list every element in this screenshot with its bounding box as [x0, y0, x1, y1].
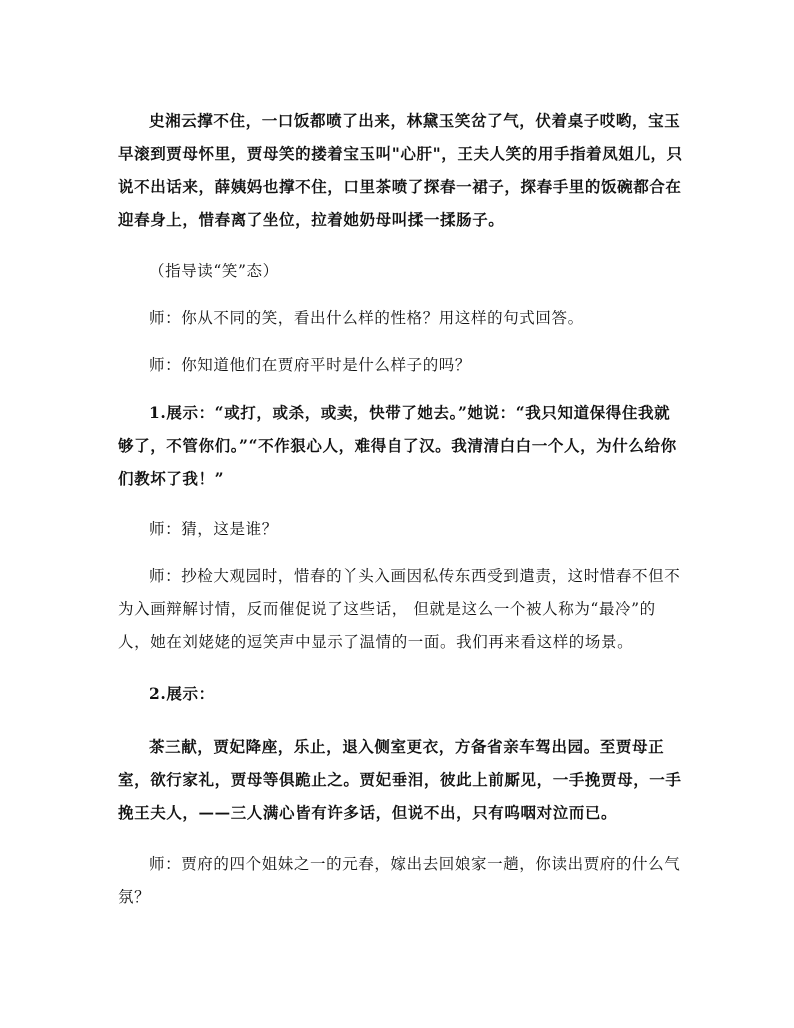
paragraph-teacher-explanation: 师：抄检大观园时，惜春的丫头入画因私传东西受到遣责，这时惜春不但不为入画辩解讨情，反而催促说了这些话， 但就是这么一个被人称为“最冷”的人，她在刘姥姥的逗笑声中显示了温情的一面。我们再来看这样的场景。 — [118, 567, 681, 651]
paragraph-teacher-final-question: 师：贾府的四个姐妹之一的元春，嫁出去回娘家一趟，你读出贾府的什么气氛？ — [118, 855, 681, 906]
paragraph-reading-guide: （指导读“笑”态） — [149, 262, 279, 280]
paragraph-teacher-guess: 师：猜，这是谁？ — [149, 520, 278, 538]
paragraph-display-1: 1.展示：“或打，或杀，或卖，快带了她去。”她说：“我只知道保得住我就够了，不管你们。”“不作狠心人，难得自了汉。我清清白白一个人，为什么给你们教坏了我！” — [118, 403, 677, 488]
paragraph-display-2-heading: 2.展示： — [149, 684, 215, 703]
paragraph-dinner-laughter: 史湘云撑不住，一口饭都喷了出来，林黛玉笑岔了气，伏着桌子哎哟，宝玉早滚到贾母怀里，贾母笑的搂着宝玉叫"心肝"，王夫人笑的用手指着凤姐儿，只说不出话来，薛姨妈也撑不住，口里茶喷了探春一裙子，探春手里的饭碗都合在迎春身上，惜春离了坐位，拉着她奶母叫揉一揉肠子。 — [118, 111, 683, 229]
paragraph-teacher-question-2: 师：你知道他们在贾府平时是什么样子的吗？ — [149, 356, 472, 374]
paragraph-teacher-question-1: 师：你从不同的笑，看出什么样的性格？用这样的句式回答。 — [149, 309, 584, 327]
paragraph-display-2-text: 茶三献，贾妃降座，乐止，退入侧室更衣，方备省亲车驾出园。至贾母正室，欲行家礼，贾母等俱跪止之。贾妃垂泪，彼此上前厮见，一手挽贾母，一手挽王夫人，——三人满心皆有许多话，但说不出，只有呜咽对泣而已。 — [118, 737, 682, 822]
